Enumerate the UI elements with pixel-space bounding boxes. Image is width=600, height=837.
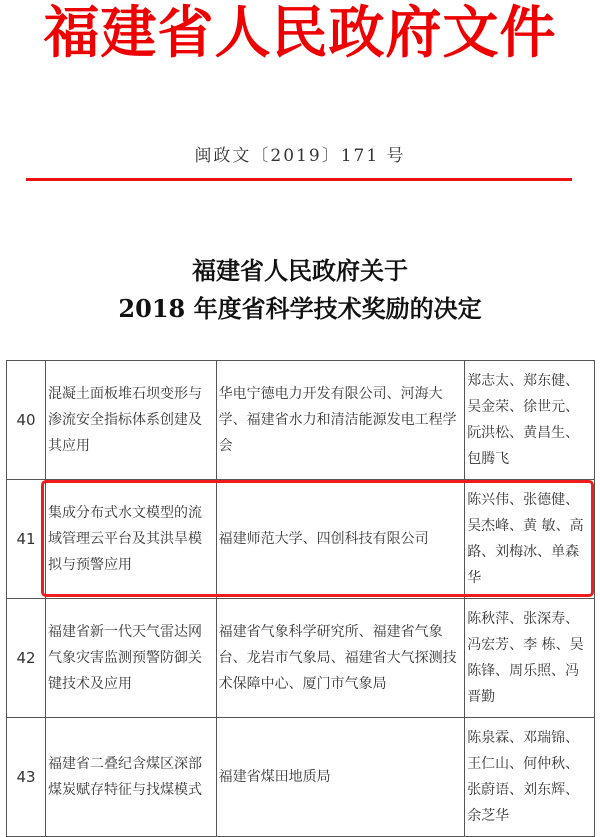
table-row-highlighted (7, 480, 595, 599)
project-name: 福建省二叠纪含煤区深部煤炭赋存特征与找煤模式 (45, 718, 216, 837)
project-name: 集成分布式水文模型的流域管理云平台及其洪旱模拟与预警应用 (45, 480, 216, 599)
award-winners: 陈秋萍、张深寿、冯宏芳、李 栋、吴陈锋、周乐照、冯晋勤 (465, 599, 595, 718)
project-name: 混凝土面板堆石坝变形与渗流安全指标体系创建及其应用 (45, 361, 216, 480)
project-name: 福建省新一代天气雷达网气象灾害监测预警防御关键技术及应用 (45, 599, 216, 718)
organizations: 福建省气象科学研究所、福建省气象台、龙岩市气象局、福建省大气探测技术保障中心、厦门市气象局 (216, 599, 465, 718)
document-number: 闽政文〔2019〕171 号 (194, 146, 406, 166)
title-line-2: 2018 年度省科学技术奖励的决定 (118, 294, 482, 323)
award-winners: 陈泉霖、邓瑞锦、王仁山、何仲秋、张蔚语、刘东辉、余芝华 (465, 718, 595, 837)
table-row (7, 718, 595, 837)
title-line-1: 福建省人民政府关于 (192, 256, 408, 285)
letterhead-title: 福建省人民政府文件 (43, 0, 557, 66)
document-title (0, 252, 600, 328)
organizations: 福建师范大学、四创科技有限公司 (216, 480, 465, 599)
awards-table (6, 360, 595, 837)
row-number: 43 (7, 718, 46, 837)
organizations: 福建省煤田地质局 (216, 718, 465, 837)
row-number: 40 (7, 361, 46, 480)
row-number: 42 (7, 599, 46, 718)
row-number: 41 (7, 480, 46, 599)
organizations: 华电宁德电力开发有限公司、河海大学、福建省水力和清洁能源发电工程学会 (216, 361, 465, 480)
award-winners: 郑志太、郑东健、吴金荣、徐世元、阮洪松、黄昌生、包腾飞 (465, 361, 595, 480)
table-row (7, 599, 595, 718)
table-row (7, 361, 595, 480)
red-divider (26, 178, 572, 181)
award-winners: 陈兴伟、张德健、吴杰峰、黄 敏、高 路、刘梅冰、单森华 (465, 480, 595, 599)
